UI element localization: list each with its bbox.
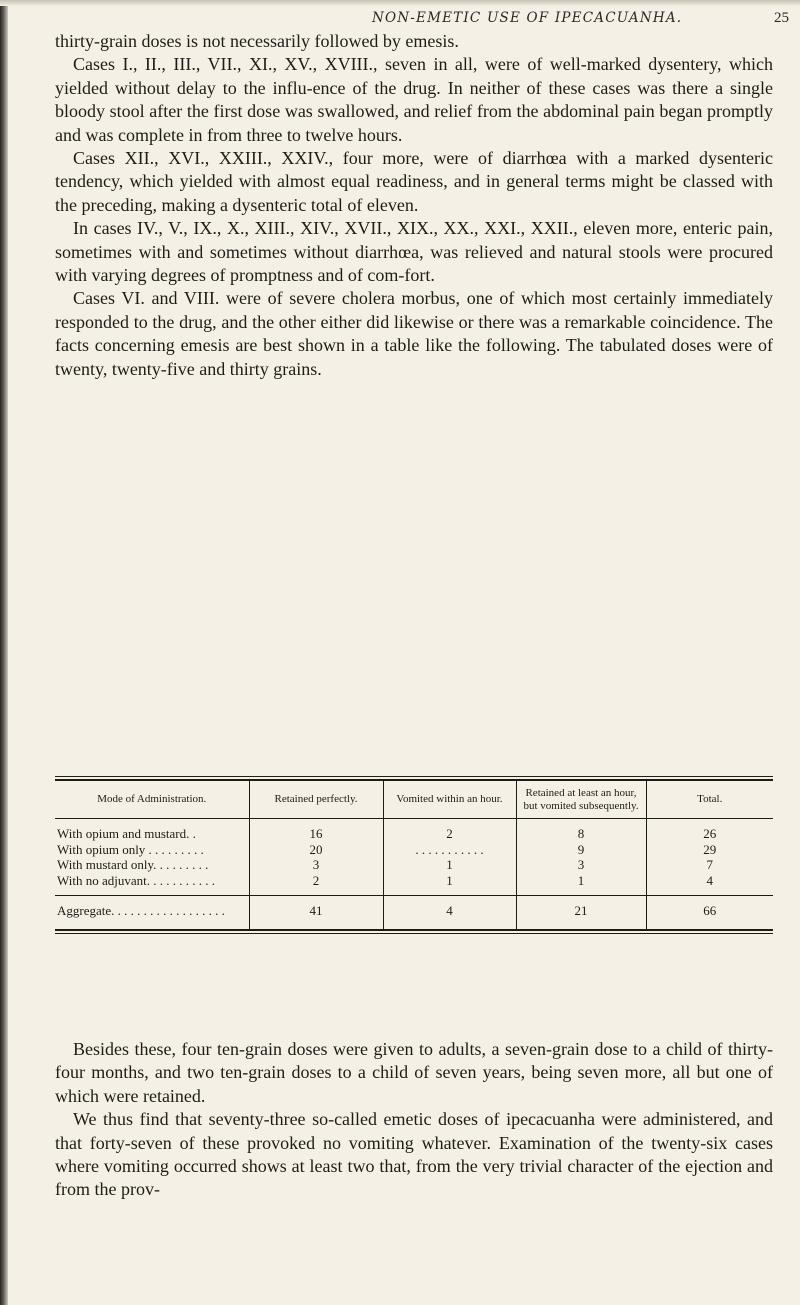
table-row (55, 873, 773, 896)
paragraph-continuation: thirty-grain doses is not necessarily followed by emesis. (55, 31, 459, 51)
paragraph-additional-doses: Besides these, four ten-grain doses were given to adults, a seven-grain dose to a child of thirty-four months, and two ten-grain doses to a child of seven years, being seven more, all but one of which were retained. (55, 1039, 773, 1106)
cell-vomited: 2 (383, 819, 516, 842)
table-row (55, 857, 773, 873)
column-header-retained: Retained perfectly. (249, 781, 383, 819)
cell-later: 8 (516, 819, 646, 842)
running-title: NON-EMETIC USE OF IPECACUANHA. (372, 10, 683, 26)
cell-vomited: 1 (383, 873, 516, 896)
emesis-table (55, 776, 773, 934)
cell-retained: 3 (249, 857, 383, 873)
column-header-mode: Mode of Administration. (55, 781, 249, 819)
cell-aggregate-label: Aggregate. . . . . . . . . . . . . . . . . . (55, 896, 249, 929)
cell-mode: With mustard only. . . . . . . . . (57, 857, 209, 872)
paragraph-cholera-cases: Cases VI. and VIII. were of severe cholera morbus, one of which most certainly immediately responded to the drug, and the other either did likewise or there was a remarkable coincidence. The facts concerning emesis are best shown in a table like the following. The tabulated doses were of twenty, twenty-five and thirty grains. (55, 288, 773, 379)
binding-gutter (0, 0, 8, 1305)
cell-vomited: 1 (383, 857, 516, 873)
column-header-total: Total. (646, 781, 773, 819)
table-header-row (55, 781, 773, 819)
cell-aggregate-retained: 41 (249, 896, 383, 929)
cell-total: 29 (646, 842, 773, 858)
cell-total: 4 (646, 873, 773, 896)
paragraph-dysentery-cases: Cases I., II., III., VII., XI., XV., XVIII., seven in all, were of well-marked dysentery, which yielded without delay to the influ-ence of the drug. In neither of these cases was there a single bloody stool after the first dose was swallowed, and relief from the abdominal pain began promptly and was complete in from three to twelve hours. (55, 54, 773, 145)
table-bottom-rule (55, 929, 773, 931)
body-text-top (55, 30, 773, 381)
page-number: 25 (774, 10, 789, 26)
table-top-rule (55, 776, 773, 777)
cell-vomited: . . . . . . . . . . . (383, 842, 516, 858)
cell-later: 9 (516, 842, 646, 858)
cell-aggregate-total: 66 (646, 896, 773, 929)
cell-total: 26 (646, 819, 773, 842)
table-row (55, 819, 773, 842)
cell-later: 1 (516, 873, 646, 896)
paragraph-diarrhoea-cases: Cases XII., XVI., XXIII., XXIV., four more, were of diarrhœa with a marked dysenteric tendency, which yielded with almost equal readiness, and in general terms might be classed with the preceding, making a dysenteric total of eleven. (55, 148, 773, 215)
cell-mode: With no adjuvant. . . . . . . . . . . (57, 872, 215, 888)
paragraph-enteric-pain-cases: In cases IV., V., IX., X., XIII., XIV., XVII., XIX., XX., XXI., XXII., eleven more, enteric pain, sometimes with and sometimes without diarrhœa, was relieved and natural stools were procured with varying degrees of promptness and of com-fort. (55, 218, 773, 286)
cell-retained: 20 (249, 842, 383, 858)
table-bottom-rule-thin (55, 933, 773, 934)
cell-later: 3 (516, 857, 646, 873)
cell-mode: With opium and mustard. . (57, 826, 196, 841)
paragraph-conclusion: We thus find that seventy-three so-called emetic doses of ipecacuanha were administered, and that forty-seven of these provoked no vomiting whatever. Examination of the twenty-six cases where vomiting occurred shows at least two that, from the very trivial character of the ejection and from the prov- (55, 1109, 773, 1200)
cell-retained: 2 (249, 873, 383, 896)
cell-total: 7 (646, 857, 773, 873)
cell-aggregate-vomited: 4 (383, 896, 516, 929)
column-header-vomited: Vomited within an hour. (383, 781, 516, 819)
cell-mode: With opium only . . . . . . . . . (57, 841, 204, 857)
cell-retained: 16 (249, 819, 383, 842)
table-aggregate-row (55, 896, 773, 929)
table-row (55, 842, 773, 858)
column-header-retained-then-vomited: Retained at least an hour, but vomited subsequently. (516, 781, 646, 819)
body-text-bottom (55, 1038, 773, 1202)
page-top-edge (0, 0, 800, 6)
cell-aggregate-later: 21 (516, 896, 646, 929)
emesis-data-table (55, 781, 773, 929)
